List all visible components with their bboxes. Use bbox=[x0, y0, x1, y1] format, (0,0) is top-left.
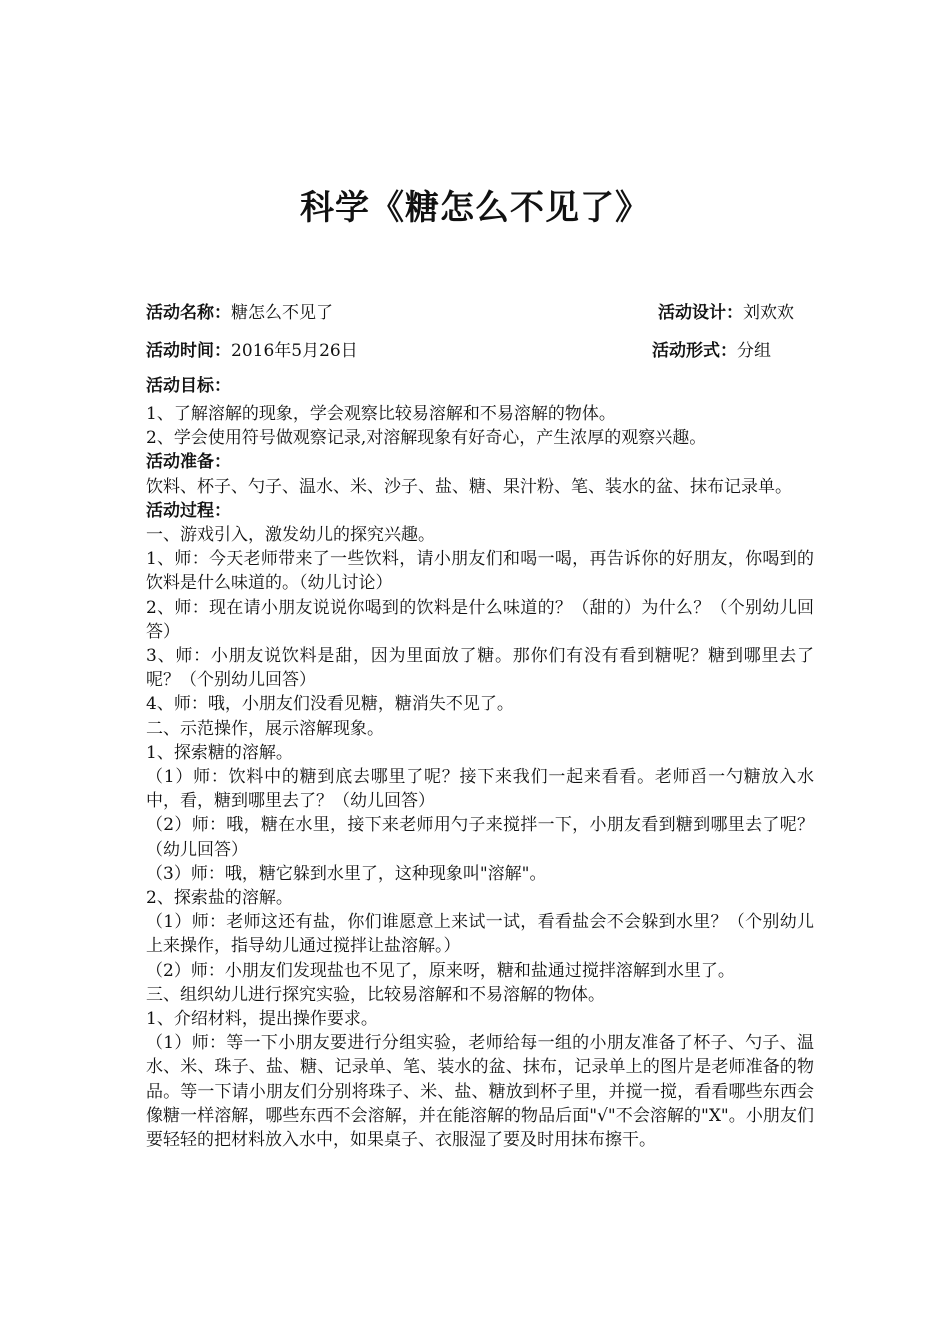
process-paragraph: 1、介绍材料，提出操作要求。 bbox=[146, 1009, 378, 1030]
activity-designer-value: 刘欢欢 bbox=[743, 303, 794, 323]
process-paragraph: 1、师：今天老师带来了一些饮料，请小朋友们和喝一喝，再告诉你的好朋友，你喝到的饮料是什么味道的。（幼儿讨论） bbox=[146, 549, 814, 594]
goal-item: 1、了解溶解的现象，学会观察比较易溶解和不易溶解的物体。 bbox=[146, 404, 616, 424]
process-paragraph: （2）师：小朋友们发现盐也不见了，原来呀，糖和盐通过搅拌溶解到水里了。 bbox=[146, 960, 735, 981]
goals-heading: 活动目标： bbox=[146, 376, 231, 396]
activity-time-value: 2016年5月26日 bbox=[231, 341, 358, 361]
activity-form bbox=[652, 337, 771, 365]
process-paragraph: 3、师：小朋友说饮料是甜，因为里面放了糖。那你们有没有看到糖呢？糖到哪里去了呢？（个别幼儿回答） bbox=[146, 646, 814, 691]
page-title: 科学《糖怎么不见了》 bbox=[300, 188, 650, 228]
activity-time-label: 活动时间： bbox=[146, 341, 231, 361]
process-paragraph: （3）师：哦，糖它躲到水里了，这种现象叫"溶解"。 bbox=[146, 863, 547, 884]
activity-designer-label: 活动设计： bbox=[658, 303, 743, 323]
process-paragraph: 三、组织幼儿进行探究实验，比较易溶解和不易溶解的物体。 bbox=[146, 984, 605, 1005]
process-paragraph: （2）师：哦，糖在水里，接下来老师用勺子来搅拌一下，小朋友看到糖到哪里去了呢？（幼儿回答） bbox=[146, 815, 814, 860]
process-paragraph: 2、探索盐的溶解。 bbox=[146, 888, 293, 909]
activity-designer bbox=[658, 299, 794, 327]
activity-name bbox=[146, 299, 333, 327]
process-paragraph: 一、游戏引入，激发幼儿的探究兴趣。 bbox=[146, 525, 435, 546]
activity-time bbox=[146, 337, 358, 365]
process-paragraph: 二、示范操作，展示溶解现象。 bbox=[146, 718, 384, 739]
process-paragraph: 4、师：哦，小朋友们没看见糖，糖消失不见了。 bbox=[146, 694, 514, 715]
process-heading: 活动过程： bbox=[146, 500, 231, 521]
process-paragraph: （1）师：饮料中的糖到底去哪里了呢？接下来我们一起来看看。老师舀一勺糖放入水中，看，糖到哪里去了？（幼儿回答） bbox=[146, 767, 814, 812]
activity-name-label: 活动名称： bbox=[146, 303, 231, 323]
activity-form-label: 活动形式： bbox=[652, 341, 737, 361]
process-paragraph: 2、师：现在请小朋友说说你喝到的饮料是什么味道的？（甜的）为什么？（个别幼儿回答） bbox=[146, 597, 814, 642]
meta-row-goals bbox=[146, 372, 826, 400]
process-paragraph: 1、探索糖的溶解。 bbox=[146, 742, 293, 763]
activity-form-value: 分组 bbox=[737, 341, 771, 361]
meta-row-name bbox=[146, 299, 826, 327]
process-paragraph: （1）师：老师这还有盐，你们谁愿意上来试一试，看看盐会不会躲到水里？（个别幼儿上来操作，指导幼儿通过搅拌让盐溶解。） bbox=[146, 912, 814, 957]
prep-text: 饮料、杯子、勺子、温水、米、沙子、盐、糖、果汁粉、笔、装水的盆、抹布记录单。 bbox=[146, 476, 792, 497]
goal-item: 2、学会使用符号做观察记录,对溶解现象有好奇心，产生浓厚的观察兴趣。 bbox=[146, 428, 707, 449]
process-paragraph: （1）师：等一下小朋友要进行分组实验，老师给每一组的小朋友准备了杯子、勺子、温水、米、珠子、盐、糖、记录单、笔、装水的盆、抹布，记录单上的图片是老师准备的物品。等一下请小朋友们分别将珠子、米、盐、糖放到杯子里，并搅一搅，看看哪些东西会像糖一样溶解，哪些东西不会溶解，并在能溶解的物品后面"√"不会溶解的"X"。小朋友们要轻轻的把材料放入水中，如果桌子、衣服湿了要及时用抹布擦干。 bbox=[146, 1033, 814, 1151]
prep-heading: 活动准备： bbox=[146, 452, 231, 473]
meta-row-time bbox=[146, 337, 826, 365]
document-body bbox=[146, 402, 814, 1152]
activity-name-value: 糖怎么不见了 bbox=[231, 303, 333, 323]
